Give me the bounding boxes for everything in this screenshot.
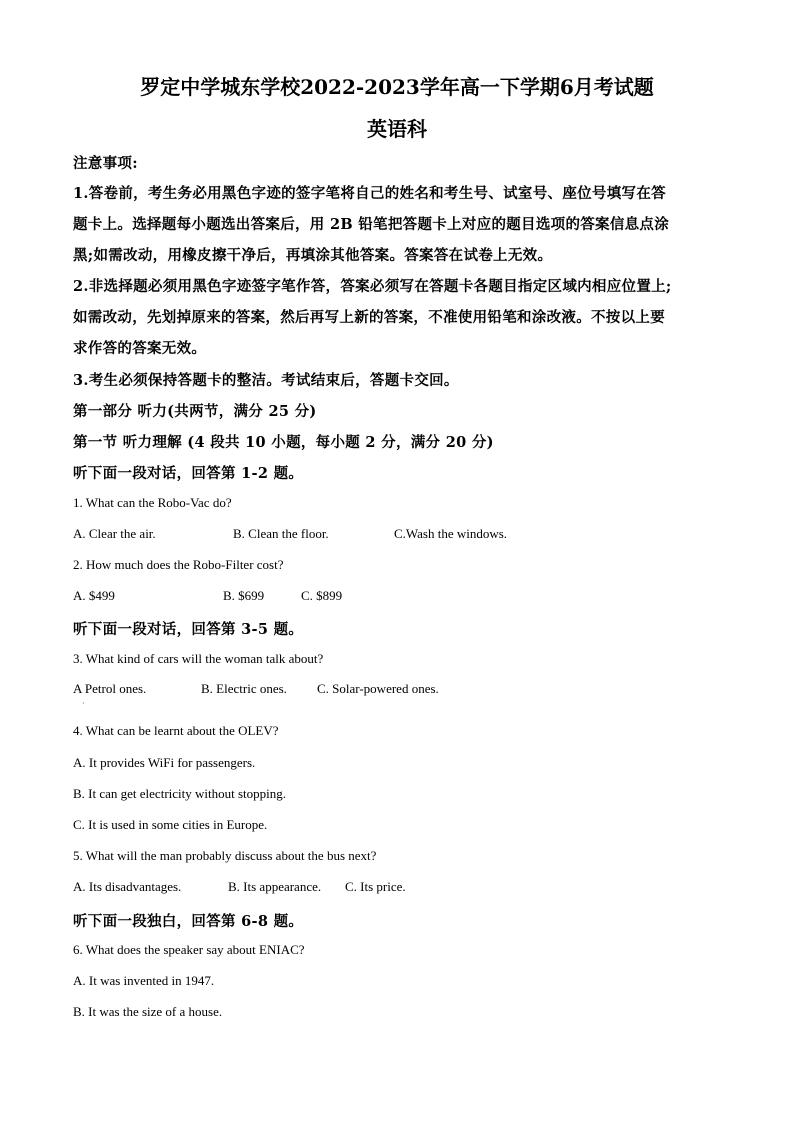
question-5-option-c: C. Its price. — [345, 879, 406, 894]
notes-heading: 注意事项: — [73, 155, 138, 172]
note-2-line-3: 求作答的答案无效。 — [73, 340, 207, 357]
part-1-heading: 第一部分 听力(共两节，满分 25 分) — [73, 403, 317, 420]
question-1-option-a: A. Clear the air. — [73, 526, 156, 541]
question-4-stem: 4. What can be learnt about the OLEV? — [73, 723, 279, 738]
note-2-line-1: 2.非选择题必须用黑色字迹签字笔作答，答案必须写在答题卡各题目指定区域内相应位置上; — [73, 278, 672, 295]
dialog-2-instruction: 听下面一段对话，回答第 3-5 题。 — [73, 621, 304, 638]
note-1-line-2: 题卡上。选择题每小题选出答案后，用 2B 铅笔把答题卡上对应的题目选项的答案信息点涂 — [73, 216, 670, 233]
question-3-option-a: A Petrol ones. — [73, 681, 147, 696]
question-1-stem: 1. What can the Robo-Vac do? — [73, 495, 232, 510]
question-3-stem: 3. What kind of cars will the woman talk about? — [73, 651, 324, 666]
question-6-option-a: A. It was invented in 1947. — [73, 973, 215, 988]
question-2-stem: 2. How much does the Robo-Filter cost? — [73, 557, 284, 572]
question-3-option-b: B. Electric ones. — [201, 681, 287, 696]
question-5-stem: 5. What will the man probably discuss about the bus next? — [73, 848, 377, 863]
dialog-1-instruction: 听下面一段对话，回答第 1-2 题。 — [73, 465, 304, 482]
question-2-option-b: B. $699 — [223, 588, 265, 603]
question-1-option-c: C.Wash the windows. — [394, 526, 508, 541]
question-2-option-c: C. $899 — [301, 588, 343, 603]
monologue-1-instruction: 听下面一段独白，回答第 6-8 题。 — [73, 913, 304, 930]
stray-dot: · — [82, 699, 85, 708]
question-4-option-c: C. It is used in some cities in Europe. — [73, 817, 268, 832]
question-1-option-b: B. Clean the floor. — [233, 526, 329, 541]
subject-title: 英语科 — [367, 117, 427, 141]
question-5-option-a: A. Its disadvantages. — [73, 879, 182, 894]
question-6-option-b: B. It was the size of a house. — [73, 1004, 223, 1019]
question-2-option-a: A. $499 — [73, 588, 115, 603]
question-3-option-c: C. Solar-powered ones. — [317, 681, 439, 696]
section-1-heading: 第一节 听力理解 (4 段共 10 小题，每小题 2 分，满分 20 分) — [73, 434, 494, 451]
question-4-option-a: A. It provides WiFi for passengers. — [73, 755, 256, 770]
question-6-stem: 6. What does the speaker say about ENIAC? — [73, 942, 305, 957]
question-5-option-b: B. Its appearance. — [228, 879, 322, 894]
exam-title: 罗定中学城东学校2022-2023学年高一下学期6月考试题 — [140, 75, 654, 99]
note-1-line-1: 1.答卷前，考生务必用黑色字迹的签字笔将自己的姓名和考生号、试室号、座位号填写在答 — [73, 185, 666, 202]
note-3: 3.考生必须保持答题卡的整洁。考试结束后，答题卡交回。 — [73, 372, 459, 389]
question-4-option-b: B. It can get electricity without stopping. — [73, 786, 287, 801]
note-1-line-3: 黑;如需改动，用橡皮擦干净后，再填涂其他答案。答案答在试卷上无效。 — [73, 247, 553, 264]
note-2-line-2: 如需改动，先划掉原来的答案，然后再写上新的答案，不准使用铅笔和涂改液。不按以上要 — [73, 309, 665, 326]
